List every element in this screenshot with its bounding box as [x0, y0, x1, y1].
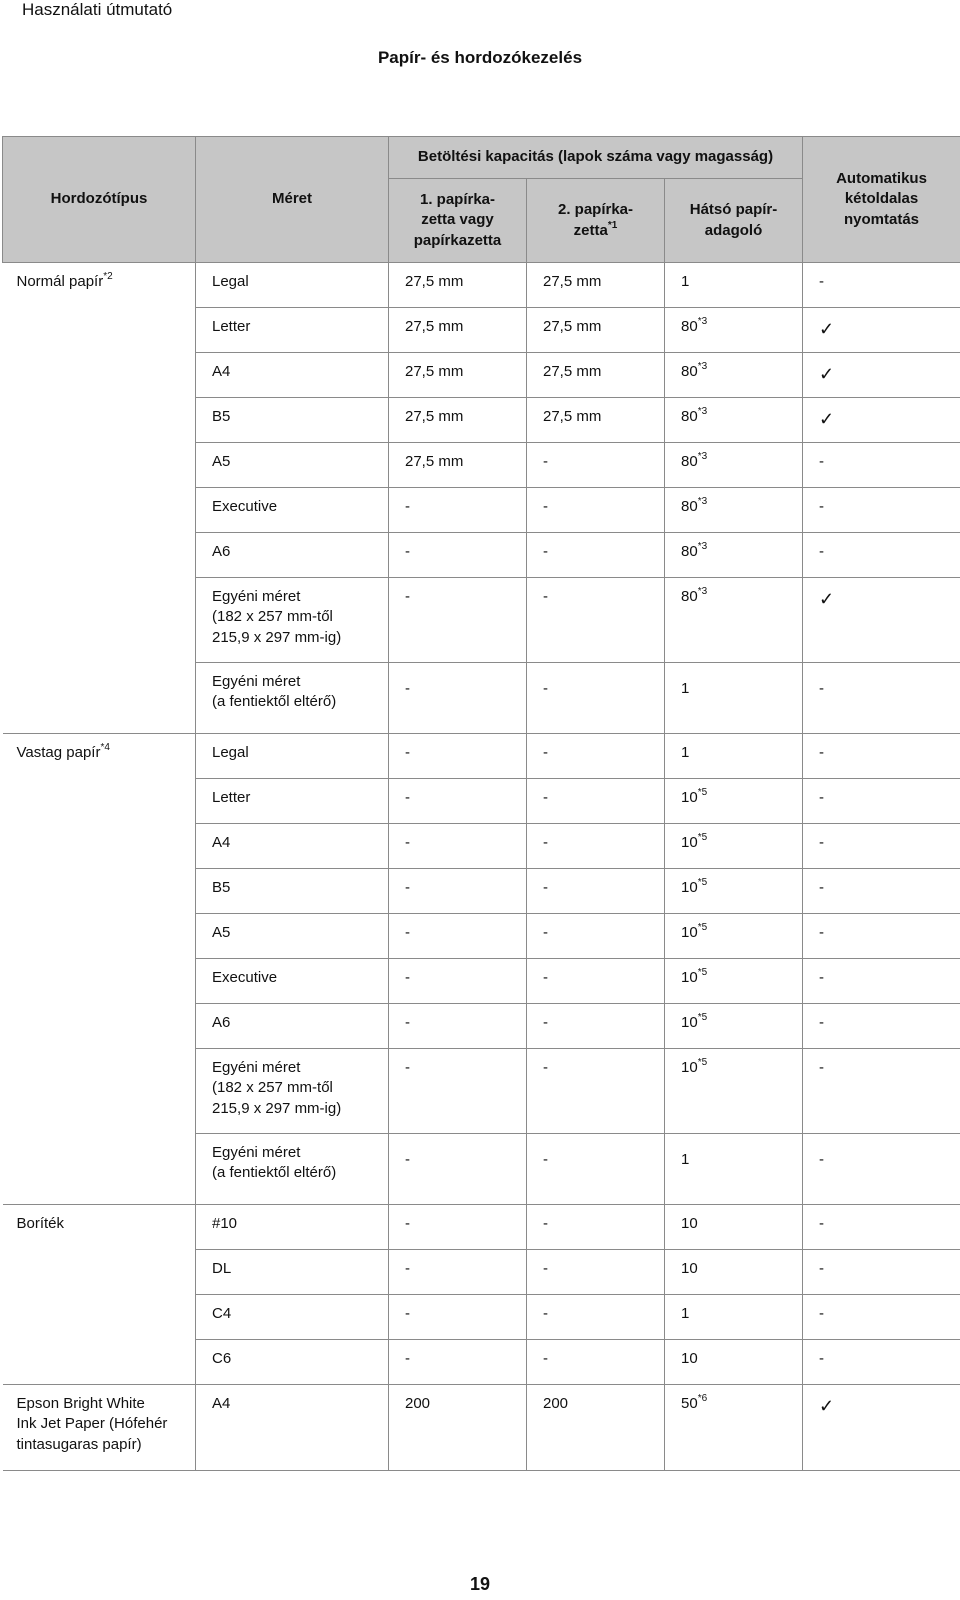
size-cell: Egyéni méret (a fentiektől eltérő)	[196, 663, 389, 734]
header-cassette2-line2: zetta	[573, 221, 608, 239]
cassette2-cell: 27,5 mm	[527, 263, 665, 308]
size-cell: Egyéni méret (182 x 257 mm-től 215,9 x 297 mm-ig)	[196, 1049, 389, 1134]
size-cell: A4	[196, 1385, 389, 1471]
cassette1-cell: 200	[389, 1385, 527, 1471]
duplex-cell: ✓	[803, 308, 960, 353]
cassette2-cell: 200	[527, 1385, 665, 1471]
cassette1-cell: -	[389, 779, 527, 824]
duplex-cell: -	[803, 1295, 960, 1340]
header-cassette1-line2: zetta vagy	[421, 211, 494, 229]
cassette2-cell: -	[527, 1250, 665, 1295]
cassette1-cell: -	[389, 533, 527, 578]
cassette1-cell: 27,5 mm	[389, 398, 527, 443]
rear-cell: 1	[665, 263, 803, 308]
duplex-cell: ✓	[803, 1385, 960, 1471]
header-duplex	[803, 137, 960, 263]
cassette2-cell: -	[527, 663, 665, 734]
header-rear-feeder	[665, 179, 803, 263]
cassette1-cell: -	[389, 578, 527, 663]
header-cassette1-line1: 1. papírka-	[419, 191, 496, 209]
header-rear-line2: adagoló	[704, 221, 763, 239]
duplex-cell: -	[803, 488, 960, 533]
cassette2-cell: -	[527, 1004, 665, 1049]
rear-cell: 50$^{*6}$	[665, 1385, 803, 1471]
header-cassette1	[389, 179, 527, 263]
cassette1-cell: 27,5 mm	[389, 353, 527, 398]
duplex-cell: -	[803, 533, 960, 578]
cassette1-cell: -	[389, 959, 527, 1004]
cassette1-cell: 27,5 mm	[389, 443, 527, 488]
cassette1-cell: 27,5 mm	[389, 263, 527, 308]
cassette2-cell: -	[527, 443, 665, 488]
rear-cell: 1	[665, 663, 803, 734]
duplex-cell: -	[803, 734, 960, 779]
duplex-cell: -	[803, 779, 960, 824]
rear-cell: 10$^{*5}$	[665, 914, 803, 959]
cassette2-cell: -	[527, 824, 665, 869]
media-type-plain: Normál papír$^{*2}$	[3, 263, 196, 734]
cassette1-cell: -	[389, 1295, 527, 1340]
duplex-cell: -	[803, 263, 960, 308]
rear-cell: 80$^{*3}$	[665, 578, 803, 663]
header-duplex-line1: Automatikus	[836, 170, 927, 188]
cassette2-cell: -	[527, 1295, 665, 1340]
cassette2-cell: -	[527, 869, 665, 914]
duplex-cell: ✓	[803, 398, 960, 443]
rear-cell: 10$^{*5}$	[665, 1004, 803, 1049]
size-cell: A4	[196, 824, 389, 869]
duplex-cell: -	[803, 1004, 960, 1049]
size-cell: A6	[196, 1004, 389, 1049]
rear-cell: 80$^{*3}$	[665, 353, 803, 398]
header-cassette1-line3: papírkazetta	[413, 231, 502, 249]
cassette2-cell: -	[527, 533, 665, 578]
cassette2-cell: 27,5 mm	[527, 353, 665, 398]
size-cell: C6	[196, 1340, 389, 1385]
size-cell: Egyéni méret (a fentiektől eltérő)	[196, 1134, 389, 1205]
rear-cell: 80$^{*3}$	[665, 443, 803, 488]
table-row	[3, 263, 960, 308]
table-row	[3, 734, 960, 779]
duplex-cell: -	[803, 1250, 960, 1295]
cassette1-cell: -	[389, 663, 527, 734]
rear-cell: 10$^{*5}$	[665, 1049, 803, 1134]
rear-cell: 1	[665, 1134, 803, 1205]
media-type-epson: Epson Bright White Ink Jet Paper (Hófehér tintasugaras papír)	[3, 1385, 196, 1471]
size-cell: DL	[196, 1250, 389, 1295]
rear-cell: 1	[665, 734, 803, 779]
duplex-cell: ✓	[803, 353, 960, 398]
cassette1-cell: -	[389, 1049, 527, 1134]
duplex-cell: ✓	[803, 578, 960, 663]
size-cell: A6	[196, 533, 389, 578]
rear-cell: 10	[665, 1250, 803, 1295]
cassette2-cell: -	[527, 1340, 665, 1385]
header-duplex-line3: nyomtatás	[844, 210, 920, 228]
cassette1-cell: -	[389, 824, 527, 869]
size-cell: #10	[196, 1205, 389, 1250]
cassette1-cell: -	[389, 1134, 527, 1205]
rear-cell: 10$^{*5}$	[665, 779, 803, 824]
size-cell: Egyéni méret (182 x 257 mm-től 215,9 x 297 mm-ig)	[196, 578, 389, 663]
section-title: Papír- és hordozókezelés	[377, 48, 583, 67]
rear-cell: 10	[665, 1205, 803, 1250]
header-cassette2-line1: 2. papírka-	[557, 201, 634, 219]
table-row	[3, 1205, 960, 1250]
cassette2-cell: -	[527, 914, 665, 959]
header-cassette2	[527, 179, 665, 263]
rear-cell: 10$^{*5}$	[665, 824, 803, 869]
cassette2-cell: -	[527, 1049, 665, 1134]
duplex-cell: -	[803, 443, 960, 488]
rear-cell: 80$^{*3}$	[665, 308, 803, 353]
cassette1-cell: -	[389, 488, 527, 533]
cassette1-cell: -	[389, 1340, 527, 1385]
media-type-envelope: Boríték	[3, 1205, 196, 1385]
rear-cell: 10$^{*5}$	[665, 959, 803, 1004]
header-cassette2-footnote: *1	[607, 219, 618, 231]
cassette2-cell: -	[527, 959, 665, 1004]
duplex-cell: -	[803, 1049, 960, 1134]
duplex-cell: -	[803, 869, 960, 914]
table-row	[3, 1385, 960, 1471]
table-header	[3, 137, 960, 263]
rear-cell: 10	[665, 1340, 803, 1385]
rear-cell: 10$^{*5}$	[665, 869, 803, 914]
size-cell: A5	[196, 914, 389, 959]
document-header-title: Használati útmutató	[22, 0, 173, 19]
cassette2-cell: -	[527, 1134, 665, 1205]
cassette1-cell: 27,5 mm	[389, 308, 527, 353]
duplex-cell: -	[803, 663, 960, 734]
duplex-cell: -	[803, 1205, 960, 1250]
duplex-cell: -	[803, 824, 960, 869]
paper-capacity-table	[2, 136, 960, 1471]
cassette1-cell: -	[389, 1004, 527, 1049]
cassette1-cell: -	[389, 869, 527, 914]
size-cell: Letter	[196, 308, 389, 353]
header-duplex-line2: kétoldalas	[844, 190, 919, 208]
cassette2-cell: -	[527, 779, 665, 824]
header-capacity-group: Betöltési kapacitás (lapok száma vagy magasság)	[389, 137, 803, 179]
cassette2-cell: -	[527, 578, 665, 663]
duplex-cell: -	[803, 1340, 960, 1385]
rear-cell: 80$^{*3}$	[665, 398, 803, 443]
cassette2-cell: 27,5 mm	[527, 308, 665, 353]
cassette1-cell: -	[389, 1250, 527, 1295]
header-size: Méret	[196, 137, 389, 263]
size-cell: C4	[196, 1295, 389, 1340]
rear-cell: 80$^{*3}$	[665, 488, 803, 533]
cassette2-cell: -	[527, 734, 665, 779]
duplex-cell: -	[803, 959, 960, 1004]
cassette2-cell: -	[527, 488, 665, 533]
duplex-cell: -	[803, 1134, 960, 1205]
size-cell: Executive	[196, 959, 389, 1004]
duplex-cell: -	[803, 914, 960, 959]
header-media-type: Hordozótípus	[3, 137, 196, 263]
cassette1-cell: -	[389, 1205, 527, 1250]
media-type-thick: Vastag papír$^{*4}$	[3, 734, 196, 1205]
size-cell: Letter	[196, 779, 389, 824]
cassette1-cell: -	[389, 914, 527, 959]
size-cell: B5	[196, 398, 389, 443]
size-cell: Legal	[196, 263, 389, 308]
page-number: 19	[469, 1574, 491, 1594]
size-cell: A5	[196, 443, 389, 488]
size-cell: B5	[196, 869, 389, 914]
header-rear-line1: Hátsó papír-	[689, 201, 778, 219]
rear-cell: 1	[665, 1295, 803, 1340]
rear-cell: 80$^{*3}$	[665, 533, 803, 578]
size-cell: A4	[196, 353, 389, 398]
cassette1-cell: -	[389, 734, 527, 779]
size-cell: Executive	[196, 488, 389, 533]
cassette2-cell: -	[527, 1205, 665, 1250]
cassette2-cell: 27,5 mm	[527, 398, 665, 443]
size-cell: Legal	[196, 734, 389, 779]
